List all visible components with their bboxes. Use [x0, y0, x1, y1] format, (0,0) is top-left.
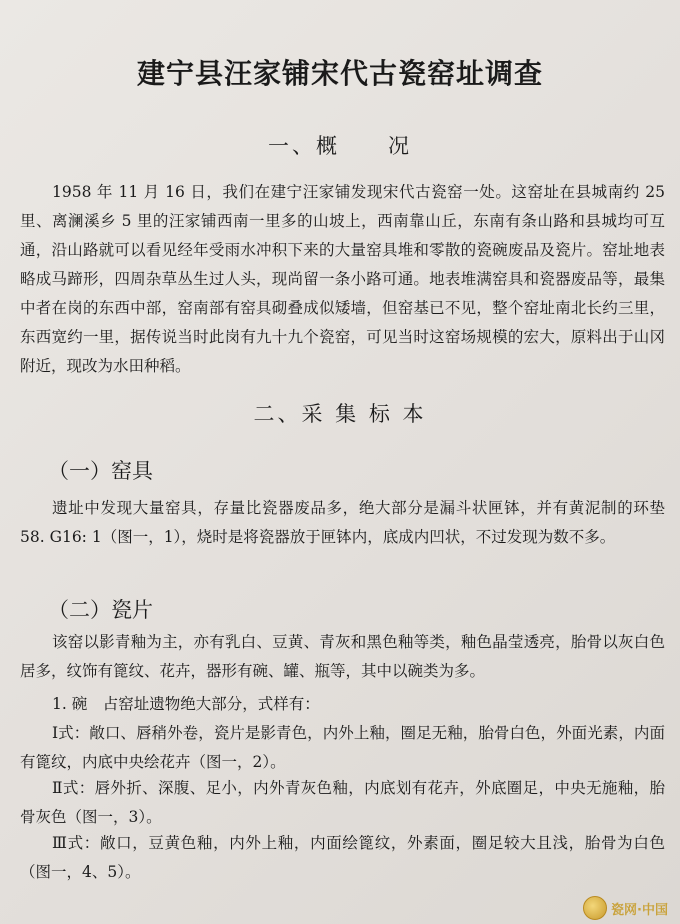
- watermark-text: 瓷网·中国: [611, 902, 668, 918]
- bowl-type-3: Ⅲ式：敞口，豆黄色釉，内外上釉，内面绘篦纹，外素面，圈足较大且浅，胎骨为白色（图一，4、5）。: [20, 834, 665, 881]
- section-heading-specimens: 二、采 集 标 本: [253, 402, 427, 426]
- logo-seal-icon: [583, 896, 607, 920]
- kiln-tools-paragraph: 遗址中发现大量窑具，存量比瓷器废品多，绝大部分是漏斗状匣钵，并有黄泥制的环垫 58. G16: 1（图一，1），烧时是将瓷器放于匣钵内，底成内凹状，不过发现为数不多。: [20, 499, 665, 546]
- watermark: [583, 896, 668, 920]
- bowl-type-1: Ⅰ式：敞口、唇稍外卷，瓷片是影青色，内外上釉，圈足无釉，胎骨白色，外面光素，内面有篦纹，内底中央绘花卉（图一，2）。: [20, 724, 665, 771]
- bowl-line: 1. 碗 占窑址遗物绝大部分，式样有：: [52, 695, 320, 713]
- shards-intro-paragraph: 该窑以影青釉为主，亦有乳白、豆黄、青灰和黑色釉等类，釉色晶莹透亮，胎骨以灰白色居多，纹饰有篦纹、花卉，器形有碗、罐、瓶等，其中以碗类为多。: [20, 633, 665, 680]
- section-heading-overview: 一、概 况: [268, 134, 412, 158]
- bowl-type-2: Ⅱ式：唇外折、深腹、足小，内外青灰色釉，内底划有花卉，外底圈足，中央无施釉，胎骨灰色（图一，3）。: [20, 779, 665, 826]
- overview-paragraph: 1958 年 11 月 16 日，我们在建宁汪家铺发现宋代古瓷窑一处。这窑址在县城南约 25 里、离澜溪乡 5 里的汪家铺西南一里多的山坡上，西南靠山丘，东南有条山路和县城均可互通，沿山路就可以看见经年受雨水冲积下来的大量窑具堆和零散的瓷碗废品及瓷片。窑址地表略成马蹄形，四周杂草丛生过人头，现尚留一条小路可通。地表堆满窑具和瓷器废品等，最集中者在岗的东西中部，窑南部有窑具砌叠成似矮墙，但窑基已不见，整个窑址南北长约三里，东西宽约一里，据传说当时此岗有九十九个瓷窑，可见当时这窑场规模的宏大，原料出于山冈附近，现改为水田种稻。: [20, 183, 665, 375]
- document-title: 建宁县汪家铺宋代古瓷窑址调查: [136, 57, 543, 90]
- subheading-shards: （二）瓷片: [48, 598, 153, 622]
- subheading-kiln-tools: （一）窑具: [48, 459, 153, 483]
